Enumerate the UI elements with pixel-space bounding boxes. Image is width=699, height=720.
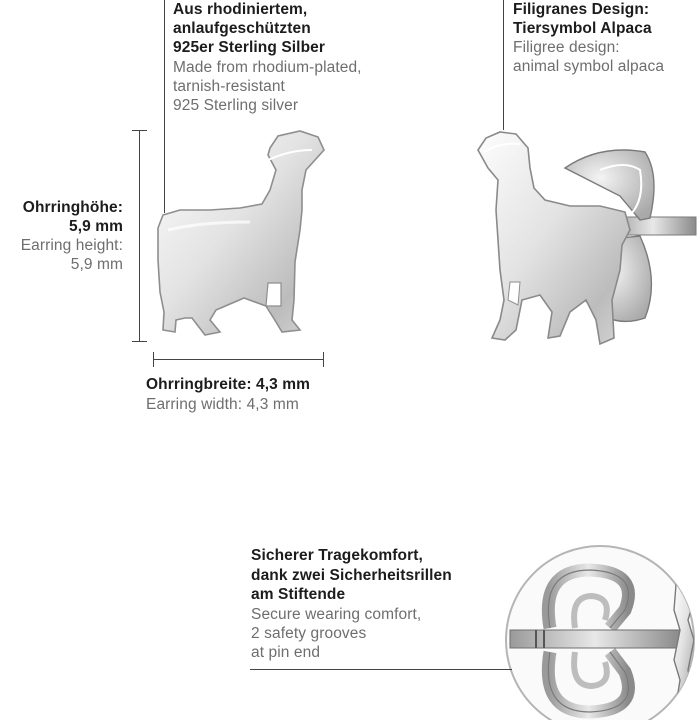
material-en-line-3: 925 Sterling silver	[173, 97, 299, 114]
height-en-line-2: 5,9 mm	[70, 256, 123, 273]
design-en-line-1: Filigree design:	[513, 39, 620, 56]
comfort-en-line-2: 2 safety grooves	[251, 625, 367, 642]
backing-detail-circle	[506, 546, 694, 720]
comfort-de-line-3: am Stiftende	[251, 586, 346, 603]
height-dimension-tick-bottom	[132, 341, 147, 342]
width-dimension-line	[153, 359, 324, 360]
material-leader-line	[164, 0, 165, 213]
comfort-en-line-3: at pin end	[251, 644, 321, 661]
height-dimension-line	[139, 130, 140, 342]
height-de-line-1: Ohrringhöhe:	[22, 199, 123, 216]
material-en-line-1: Made from rhodium-plated,	[173, 59, 362, 76]
material-en-line-2: tarnish-resistant	[173, 78, 285, 95]
width-en-line: Earring width: 4,3 mm	[146, 396, 299, 413]
width-de-line: Ohrringbreite: 4,3 mm	[146, 376, 311, 393]
width-dimension-tick-left	[153, 352, 154, 367]
height-dimension-tick-top	[132, 130, 147, 131]
width-dimension-tick-right	[323, 352, 324, 367]
alpaca-earring-front	[158, 131, 324, 335]
alpaca-earring-side	[478, 132, 696, 344]
material-de-line-3: 925er Sterling Silber	[173, 39, 325, 56]
comfort-de-line-1: Sicherer Tragekomfort,	[251, 547, 423, 564]
comfort-de-line-2: dank zwei Sicherheitsrillen	[251, 567, 452, 584]
design-de-line-1: Filigranes Design:	[513, 1, 650, 18]
material-de-line-2: anlaufgeschützten	[173, 20, 311, 37]
comfort-en-line-1: Secure wearing comfort,	[251, 606, 422, 623]
design-de-line-2: Tiersymbol Alpaca	[513, 20, 652, 37]
height-de-line-2: 5,9 mm	[68, 218, 123, 235]
material-de-line-1: Aus rhodiniertem,	[173, 1, 308, 18]
comfort-leader-line	[250, 669, 512, 670]
height-en-line-1: Earring height:	[20, 237, 123, 254]
design-leader-line	[503, 0, 504, 130]
design-en-line-2: animal symbol alpaca	[513, 58, 665, 75]
